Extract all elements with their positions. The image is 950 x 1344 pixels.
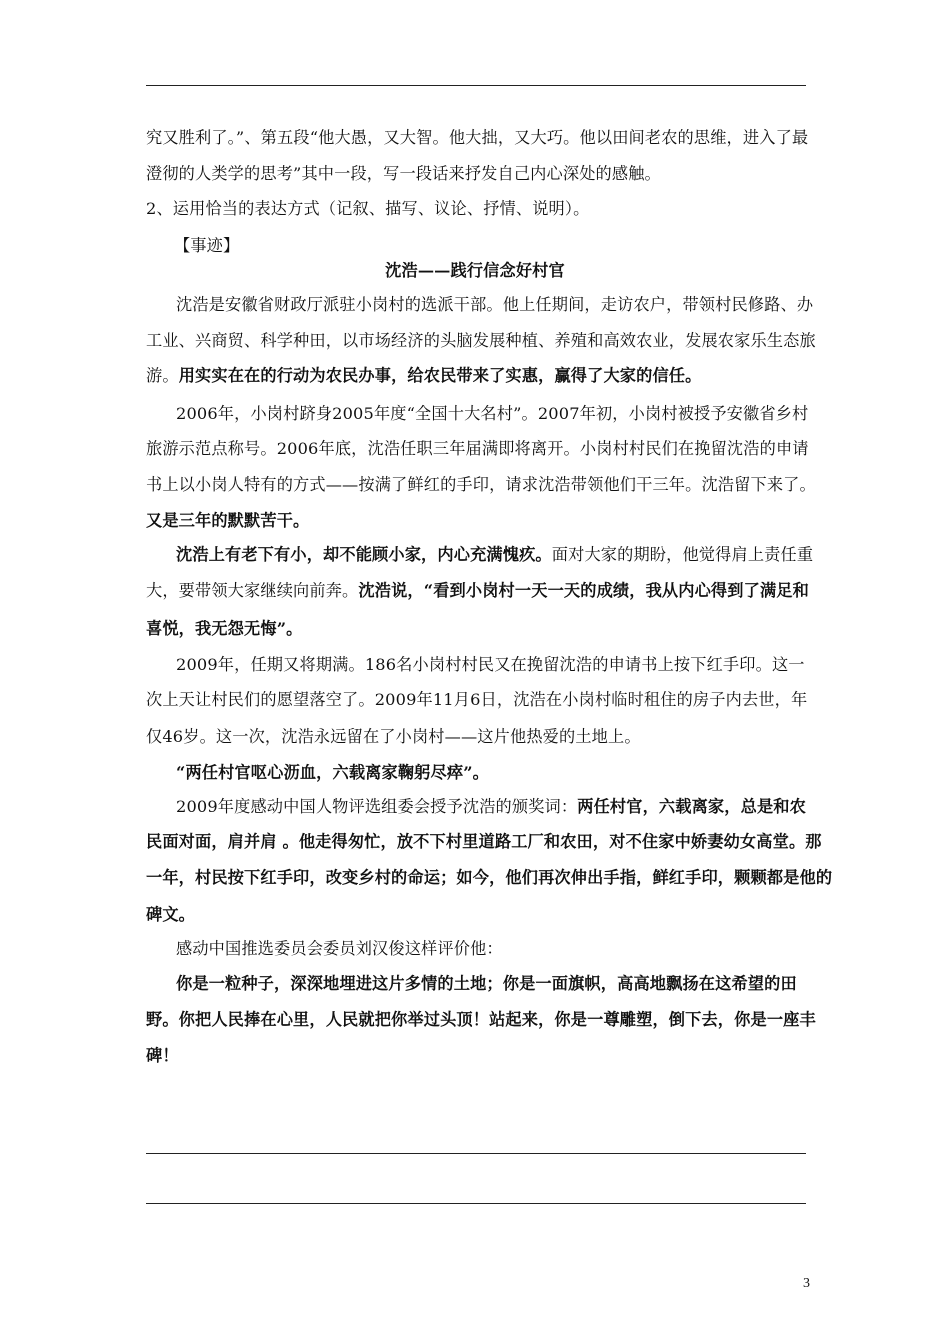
text: 仅46岁。这一次，沈浩永远留在了小岗村——这片他热爱的土地上。 [146, 727, 641, 746]
text-line [176, 295, 814, 315]
text-line [176, 545, 814, 565]
bold-text: 你是一粒种子，深深地埋进这片多情的土地；你是一面旗帜，高高地飘扬在这希望的田 [176, 974, 797, 993]
text: 2、运用恰当的表达方式（记叙、描写、议论、抒情、说明）。 [146, 199, 590, 218]
bold-text: 又是三年的默默苦干。 [146, 511, 310, 530]
page-number: 3 [803, 1276, 810, 1291]
bold-text: 野。你把人民捧在心里，人民就把你举过头顶！站起来，你是一尊雕塑，倒下去，你是一座丰 [146, 1010, 816, 1029]
text: 2009年度感动中国人物评选组委会授予沈浩的颁奖词： [176, 797, 578, 816]
text-line [146, 1046, 811, 1066]
text-line [146, 690, 811, 710]
text-line [146, 832, 822, 852]
text-line [176, 655, 811, 675]
bold-text: 沈浩——践行信念好村官 [385, 261, 565, 280]
text: 沈浩是安徽省财政厅派驻小岗村的选派干部。他上任期间，走访农户，带领村民修路、办 [176, 295, 814, 314]
text: 旅游示范点称号。2006年底，沈浩任职三年届满即将离开。小岗村村民们在挽留沈浩的申请 [146, 439, 809, 458]
text-line [176, 404, 811, 424]
text: 面对大家的期盼，他觉得肩上责任重 [551, 545, 814, 564]
text-line [146, 727, 811, 747]
bold-text: 两任村官，六载离家，总是和农 [577, 797, 806, 816]
text-line [146, 1010, 816, 1030]
text-line [176, 763, 811, 783]
bold-text: 碑文。 [146, 905, 196, 924]
bold-text: “两任村官呕心沥血，六载离家鞠躬尽瘁”。 [176, 763, 489, 782]
bold-text: 碑！ [146, 1046, 179, 1065]
text: 书上以小岗人特有的方式——按满了鲜红的手印，请求沈浩带领他们干三年。沈浩留下来了。 [146, 475, 816, 494]
footer-rule-2 [146, 1203, 806, 1204]
text-line [174, 236, 839, 256]
text-line [146, 619, 811, 639]
text: 2009年，任期又将期满。186名小岗村村民又在挽留沈浩的申请书上按下红手印。这一 [176, 655, 805, 674]
bold-text: 民面对面，肩并肩 。他走得匆忙，放不下村里道路工厂和农田，对不住家中娇妻幼女高堂。那 [146, 832, 822, 851]
text-line [0, 261, 950, 281]
text: 大，要带领大家继续向前奔。 [146, 581, 359, 600]
text: 工业、兴商贸、科学种田，以市场经济的头脑发展种植、养殖和高效农业，发展农家乐生态旅 [146, 331, 816, 350]
bold-text: 一年，村民按下红手印，改变乡村的命运；如今，他们再次伸出手指，鲜红手印，颗颗都是他的 [146, 868, 833, 887]
text: 澄彻的人类学的思考”其中一段，写一段话来抒发自己内心深处的感触。 [146, 164, 661, 183]
text-line [146, 164, 811, 184]
text-line [146, 199, 811, 219]
text-line [176, 797, 811, 817]
text-line [176, 974, 811, 994]
text: 【事迹】 [174, 236, 240, 255]
text-line [146, 475, 816, 495]
text-line [146, 439, 811, 459]
footer-rule-1 [146, 1153, 806, 1154]
text-line [146, 581, 811, 601]
text-line [146, 511, 811, 531]
text: 感动中国推选委员会委员刘汉俊这样评价他： [176, 939, 503, 958]
header-rule [146, 85, 806, 86]
text: 游。 [146, 366, 179, 385]
bold-text: 用实实在在的行动为农民办事，给农民带来了实惠，赢得了大家的信任。 [178, 366, 702, 385]
text: 次上天让村民们的愿望落空了。2009年11月6日，沈浩在小岗村临时租住的房子内去世，年 [146, 690, 808, 709]
text: 2006年，小岗村跻身2005年度“全国十大名村”。2007年初，小岗村被授予安徽省乡村 [176, 404, 809, 423]
text-line [176, 939, 811, 959]
bold-text: 沈浩说，“看到小岗村一天一天的成绩，我从内心得到了满足和 [358, 581, 809, 600]
text-line [146, 868, 833, 888]
text-line [146, 905, 811, 925]
bold-text: 喜悦，我无怨无悔”。 [146, 619, 303, 638]
bold-text: 沈浩上有老下有小，却不能顾小家，内心充满愧疚。 [176, 545, 552, 564]
text-line [146, 366, 811, 386]
text: 究又胜利了。”、第五段“他大愚，又大智。他大拙，又大巧。他以田间老农的思维，进入了最 [146, 128, 809, 147]
text-line [146, 331, 816, 351]
text-line [146, 128, 811, 148]
